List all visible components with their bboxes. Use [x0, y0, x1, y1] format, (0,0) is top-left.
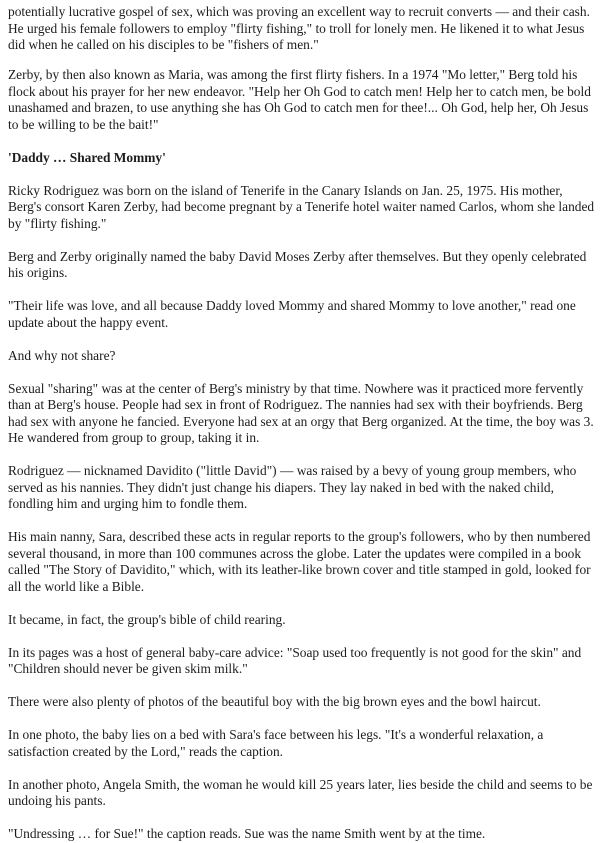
section-heading: 'Daddy … Shared Mommy': [8, 149, 166, 165]
paragraph-davidito: Rodriguez — nicknamed Davidito ("little David") — was raised by a bevy of young group members, who served as his nannies. They didn't just change his diapers. They lay naked in bed with the naked child, fondling him and urging him to fondle them.: [8, 463, 577, 511]
paragraph-advice: In its pages was a host of general baby-care advice: "Soap used too frequently is not good for the skin" and "Children should never be given skim milk.": [8, 644, 582, 676]
paragraph-why-share: And why not share?: [8, 347, 116, 363]
paragraph-flirty-fishing: potentially lucrative gospel of sex, which was proving an excellent way to recruit converts — and their cash. He urged his female followers to employ "flirty fishing," to troll for lonely men. He likened it to what Jesus did when he called on his disciples to be "fishers of men.": [8, 4, 590, 52]
paragraph-update-quote: "Their life was love, and all because Daddy loved Mommy and shared Mommy to love another," read one update about the happy event.: [8, 298, 576, 330]
paragraph-nanny-sara: His main nanny, Sara, described these acts in regular reports to the group's followers, who by then numbered several thousand, in more than 100 communes across the globe. Later the updates were compiled in a book called "The Story of Davidito," which, with its leather-like brown cover and title stamped in gold, looked for all the world like a Bible.: [8, 529, 591, 594]
article-body: [8, 67, 596, 843]
paragraph-photos: There were also plenty of photos of the beautiful boy with the big brown eyes and the bowl haircut.: [8, 694, 541, 709]
paragraph-photo-sara: In one photo, the baby lies on a bed with Sara's face between his legs. "It's a wonderful relaxation, a satisfaction created by the Lord," reads the caption.: [8, 727, 544, 759]
paragraph-bible: It became, in fact, the group's bible of child rearing.: [8, 611, 286, 627]
paragraph-caption-sue: "Undressing … for Sue!" the caption reads. Sue was the name Smith went by at the time.: [8, 826, 486, 841]
paragraph-birth: Ricky Rodriguez was born on the island of Tenerife in the Canary Islands on Jan. 25, 1975. His mother, Berg's consort Karen Zerby, had become pregnant by a Tenerife hotel waiter named Carlos, whom she landed by "flirty fishing.": [8, 182, 595, 231]
paragraph-zerby-maria: Zerby, by then also known as Maria, was among the first flirty fishers. In a 1974 "Mo letter," Berg told his flock about his prayer for her new endeavor. "Help her Oh God to catch men! Help her to catch men, be bold unashamed and brazen, to use anything she has Oh God to catch men for thee!... Oh God, help her, Oh Jesus to be willing to be the bait!": [8, 67, 591, 132]
paragraph-sharing: Sexual "sharing" was at the center of Berg's ministry by that time. Nowhere was it practiced more fervently than at Berg's house. People had sex in front of Rodriguez. The nannies had sex with their boyfriends. Berg had sex with anyone he fancied. Everyone had sex at an orgy that Berg organized. At the time, the boy was 3. He wandered from group to group, taking it in.: [8, 380, 594, 445]
paragraph-photo-angela: In another photo, Angela Smith, the woman he would kill 25 years later, lies beside the child and seems to be undoing his pants.: [8, 776, 593, 808]
paragraph-naming: Berg and Zerby originally named the baby David Moses Zerby after themselves. But they openly celebrated his origins.: [8, 248, 587, 280]
